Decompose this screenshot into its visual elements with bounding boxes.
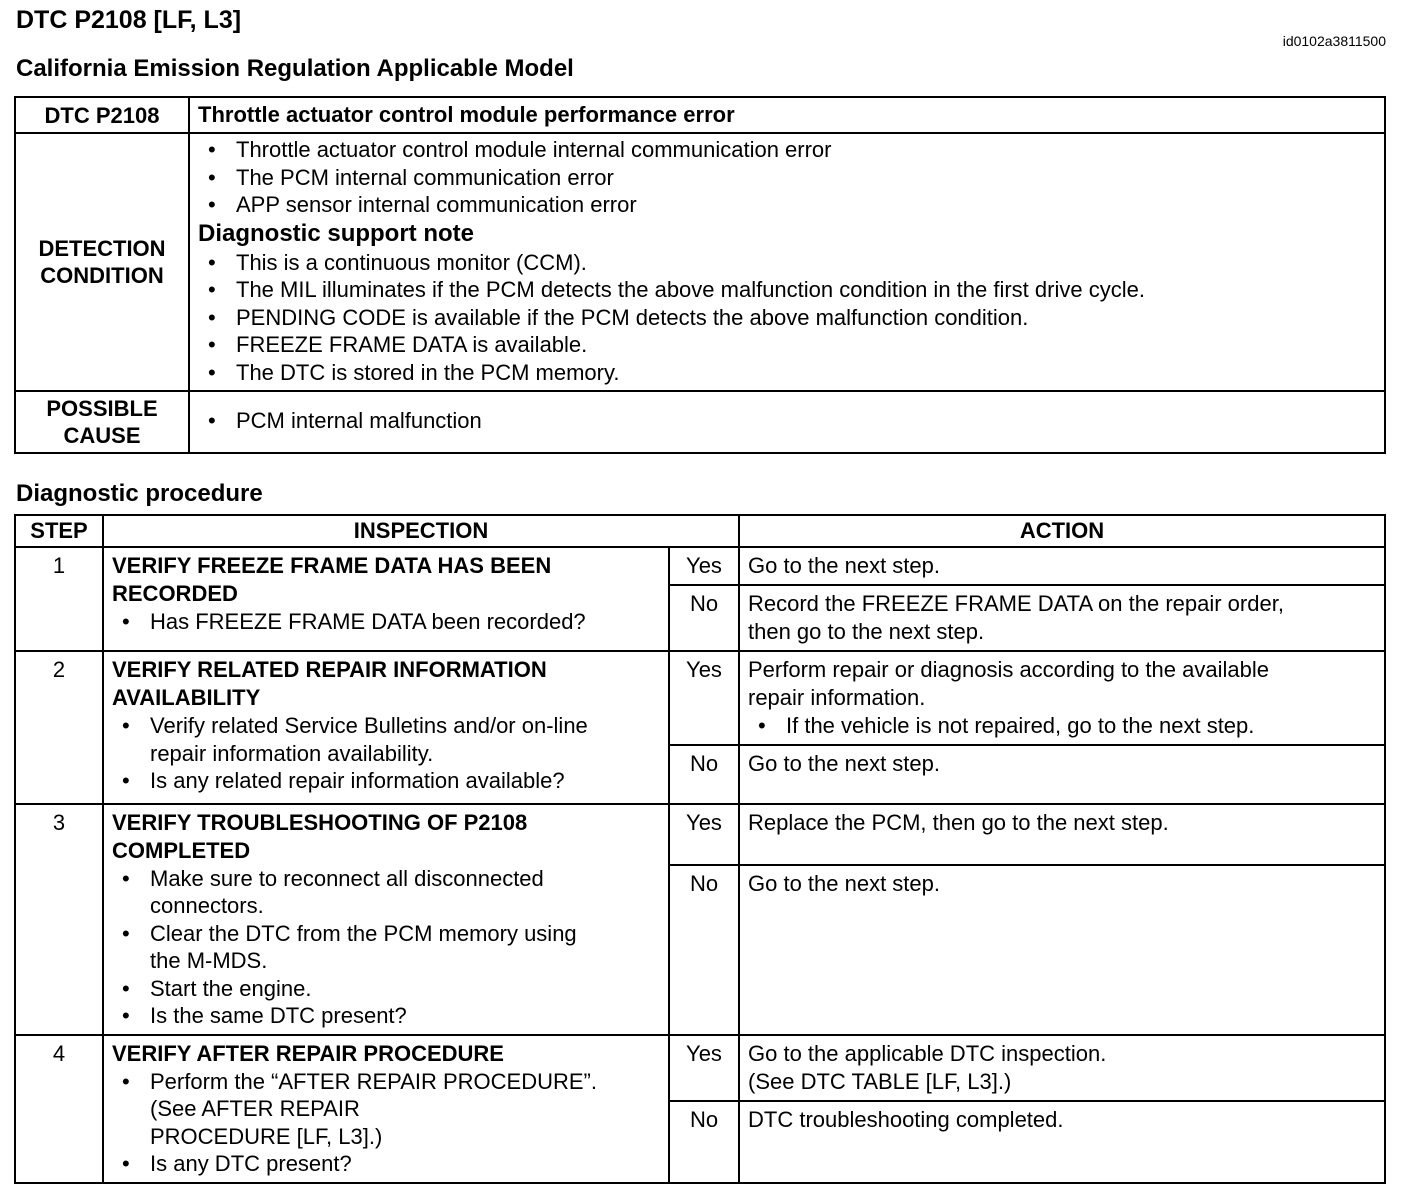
support-note-item: • PENDING CODE is available if the PCM detects the above malfunction condition. xyxy=(198,304,1376,332)
support-note-list xyxy=(198,249,1376,387)
cause-item: • PCM internal malfunction xyxy=(198,407,1376,435)
yes-label: Yes xyxy=(669,1035,739,1101)
inspection-item: • Is any related repair information available? xyxy=(112,767,660,795)
step-1-yes-row xyxy=(15,547,1385,585)
document-id: id0102a3811500 xyxy=(1282,33,1386,49)
yes-label: Yes xyxy=(669,804,739,865)
detection-condition-cell xyxy=(189,133,1385,391)
no-label: No xyxy=(669,1101,739,1183)
detection-item: • The PCM internal communication error xyxy=(198,164,1376,192)
no-action: Go to the next step. xyxy=(739,745,1385,804)
dtc-description-cell: Throttle actuator control module performance error xyxy=(189,97,1385,133)
detection-label-line-1: DETECTION xyxy=(38,236,166,261)
detection-list xyxy=(198,136,1376,219)
step-title: VERIFY FREEZE FRAME DATA HAS BEEN RECORDED xyxy=(112,553,552,606)
step-number: 2 xyxy=(15,651,103,804)
step-title: VERIFY TROUBLESHOOTING OF P2108 COMPLETED xyxy=(112,809,528,863)
action-item: • If the vehicle is not repaired, go to the next step. xyxy=(748,712,1376,740)
step-4-bullets xyxy=(112,1068,660,1178)
detection-condition-label xyxy=(15,133,189,391)
dtc-code-cell: DTC P2108 xyxy=(15,97,189,133)
inspection-item: • Start the engine. xyxy=(112,975,660,1003)
support-note-item: • The DTC is stored in the PCM memory. xyxy=(198,359,1376,387)
cause-list xyxy=(198,407,1376,435)
support-note-item: • This is a continuous monitor (CCM). xyxy=(198,249,1376,277)
step-title: VERIFY AFTER REPAIR PROCEDURE xyxy=(112,1040,504,1066)
dtc-summary-table xyxy=(14,96,1386,454)
no-action: Go to the next step. xyxy=(739,865,1385,1035)
yes-action: Replace the PCM, then go to the next step. xyxy=(739,804,1385,865)
page-title: DTC P2108 [LF, L3] xyxy=(16,6,242,34)
page-subtitle: California Emission Regulation Applicable Model xyxy=(16,55,574,82)
inspection-item: • Has FREEZE FRAME DATA been recorded? xyxy=(112,608,660,636)
inspection-item: • Make sure to reconnect all disconnected connectors. xyxy=(112,865,660,920)
yes-action: Go to the next step. xyxy=(739,547,1385,585)
inspection-item: • Is any DTC present? xyxy=(112,1150,660,1178)
dtc-row xyxy=(15,97,1385,133)
step-1-inspection xyxy=(103,547,669,651)
step-4-yes-row xyxy=(15,1035,1385,1101)
step-2-yes-row xyxy=(15,651,1385,745)
yes-label: Yes xyxy=(669,651,739,745)
support-note-item: • The MIL illuminates if the PCM detects the above malfunction condition in the first drive cycle. xyxy=(198,276,1376,304)
step-number: 1 xyxy=(15,547,103,651)
inspection-item: • Perform the “AFTER REPAIR PROCEDURE”. (See AFTER REPAIR PROCEDURE [LF, L3].) xyxy=(112,1068,660,1151)
step-3-inspection xyxy=(103,804,669,1035)
step-title: VERIFY RELATED REPAIR INFORMATION AVAILABILITY xyxy=(112,657,547,710)
step-4-inspection xyxy=(103,1035,669,1183)
step-1-bullets xyxy=(112,608,660,636)
possible-cause-label xyxy=(15,391,189,453)
diagnostic-procedure-table xyxy=(14,514,1386,1184)
support-note-title: Diagnostic support note xyxy=(198,219,474,247)
detection-label-line-2: CONDITION xyxy=(40,263,164,288)
no-action: Record the FREEZE FRAME DATA on the repair order, then go to the next step. xyxy=(739,585,1385,651)
step-number: 3 xyxy=(15,804,103,1035)
inspection-item: • Clear the DTC from the PCM memory using the M-MDS. xyxy=(112,920,660,975)
yes-action: Go to the applicable DTC inspection. (See DTC TABLE [LF, L3].) xyxy=(739,1035,1385,1101)
no-label: No xyxy=(669,585,739,651)
detection-row xyxy=(15,133,1385,391)
support-note-item: • FREEZE FRAME DATA is available. xyxy=(198,331,1376,359)
step-2-inspection xyxy=(103,651,669,804)
step-3-yes-row xyxy=(15,804,1385,865)
inspection-item: • Is the same DTC present? xyxy=(112,1002,660,1030)
cause-label-line-1: POSSIBLE xyxy=(46,396,158,421)
inspection-column-header: INSPECTION xyxy=(103,515,739,547)
inspection-item: • Verify related Service Bulletins and/or on-line repair information availability. xyxy=(112,712,660,767)
yes-label: Yes xyxy=(669,547,739,585)
step-3-bullets xyxy=(112,865,660,1030)
detection-item: • Throttle actuator control module internal communication error xyxy=(198,136,1376,164)
diagnostic-procedure-title: Diagnostic procedure xyxy=(16,480,263,507)
step-column-header: STEP xyxy=(15,515,103,547)
cause-row xyxy=(15,391,1385,453)
no-label: No xyxy=(669,745,739,804)
yes-action-bullets xyxy=(748,712,1376,740)
detection-item: • APP sensor internal communication error xyxy=(198,191,1376,219)
action-column-header: ACTION xyxy=(739,515,1385,547)
cause-label-line-2: CAUSE xyxy=(63,423,141,448)
yes-action: Perform repair or diagnosis according to the available repair information. • If the vehicle is not repaired, go to the next step. xyxy=(739,651,1385,745)
step-2-bullets xyxy=(112,712,660,795)
no-label: No xyxy=(669,865,739,1035)
no-action: DTC troubleshooting completed. xyxy=(739,1101,1385,1183)
procedure-header-row xyxy=(15,515,1385,547)
step-number: 4 xyxy=(15,1035,103,1183)
possible-cause-cell xyxy=(189,391,1385,453)
